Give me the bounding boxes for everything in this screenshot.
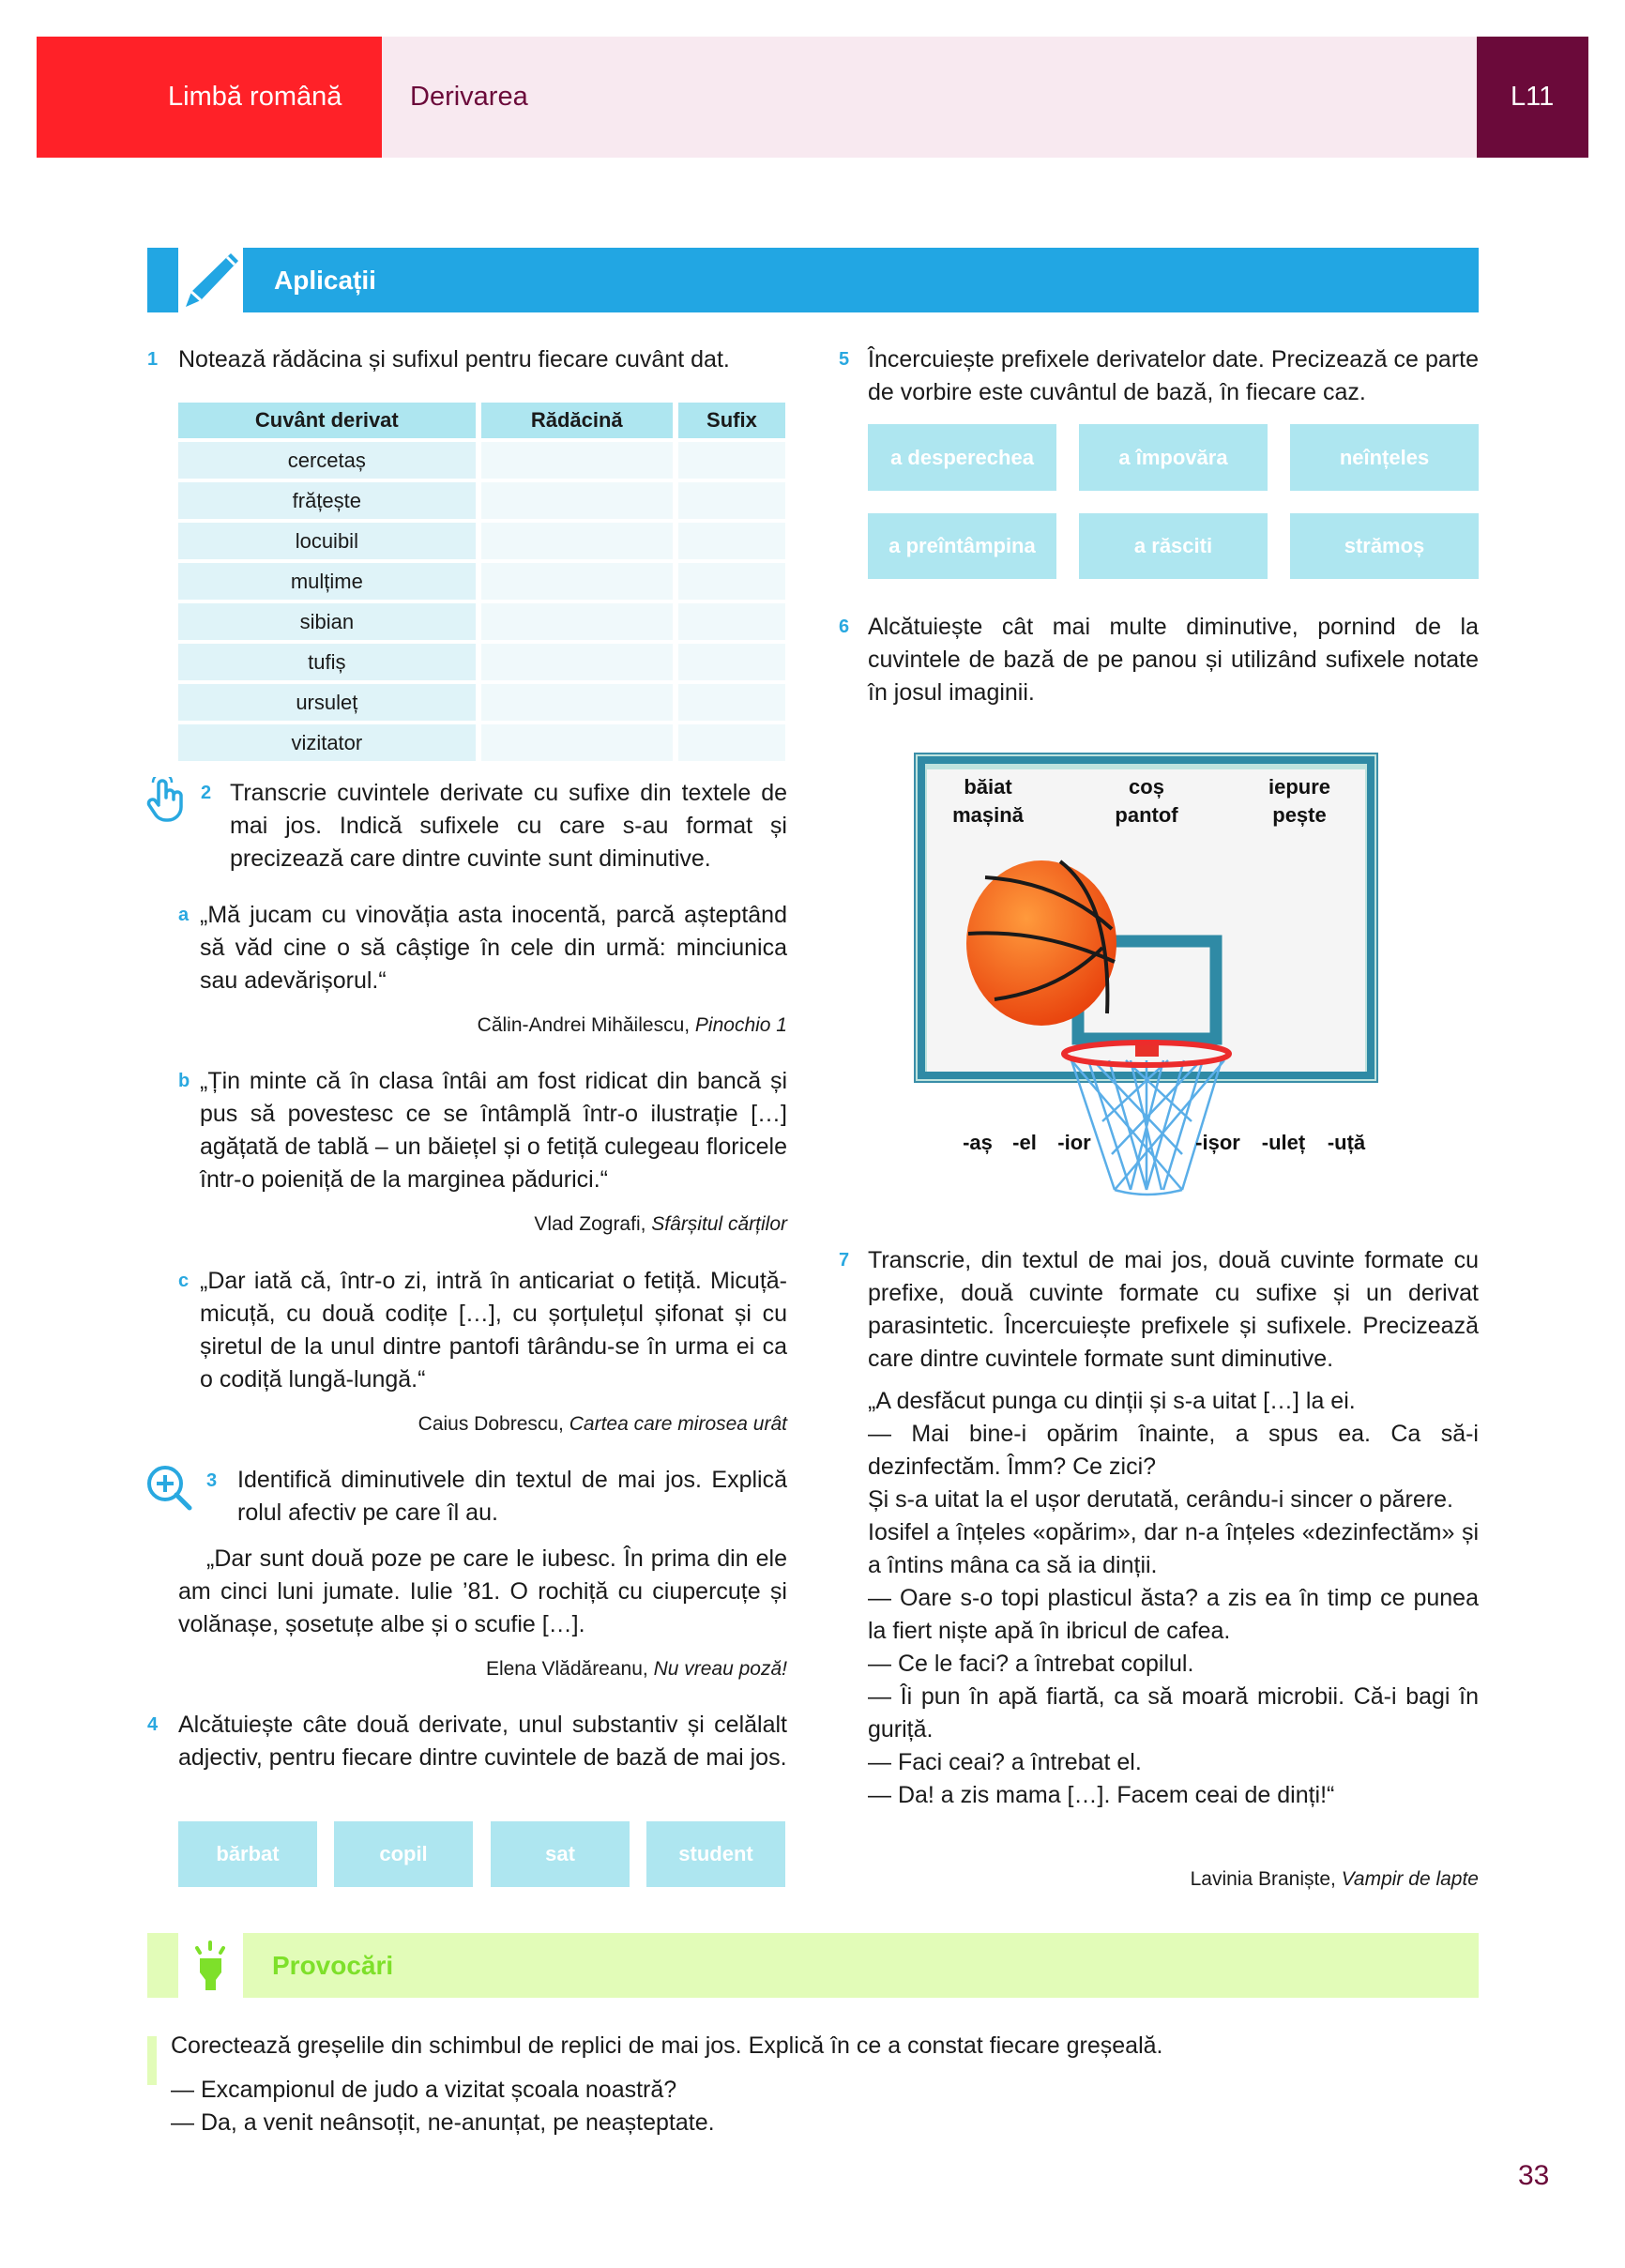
column-header: Cuvânt derivat bbox=[178, 403, 476, 438]
item-label: a bbox=[178, 905, 190, 925]
root-cell[interactable] bbox=[481, 724, 673, 761]
suffix-label: -aș bbox=[963, 1131, 993, 1154]
quote-7 bbox=[868, 1385, 1479, 1812]
quote-a: „Mă jucam cu vinovăția asta inocentă, parcă așteptând să văd cine o să câștige în cele din urmă: minciunica sau adevărișorul.“ bbox=[200, 902, 787, 994]
item-label: b bbox=[178, 1071, 190, 1091]
work-title: Cartea care mirosea urât bbox=[569, 1413, 787, 1435]
exercise-7-text: Transcrie, din textul de mai jos, două cuvinte formate cu prefixe, două cuvinte formate cu sufixe și un derivat parasintetic. Încercuiește prefixele și sufixele. Precizează care dintre cuvintele formate sunt diminutive. bbox=[868, 1247, 1479, 1372]
root-cell[interactable] bbox=[481, 442, 673, 479]
word-box: a preîntâmpina bbox=[868, 513, 1056, 579]
word-box: a împovăra bbox=[1079, 424, 1268, 491]
root-cell[interactable] bbox=[481, 563, 673, 600]
board-word: mașină bbox=[952, 803, 1024, 827]
derived-word: vizitator bbox=[178, 724, 476, 761]
work-title: Vampir de lapte bbox=[1341, 1868, 1479, 1890]
exercise-2-text: Transcrie cuvintele derivate cu sufixe din textele de mai jos. Indică sufixele cu care s-au format și precizează care dintre cuvinte sunt diminutive. bbox=[230, 780, 787, 872]
dialog-line: — Da, a venit neânsoțit, ne-anunțat, pe neașteptate. bbox=[171, 2109, 715, 2136]
suffix-label: -el bbox=[1012, 1131, 1037, 1154]
work-title: Pinochio 1 bbox=[694, 1014, 787, 1036]
author: Călin-Andrei Mihăilescu, bbox=[477, 1014, 695, 1036]
derivation-table bbox=[173, 399, 791, 765]
quote-paragraph: — Mai bine-i opărim înainte, a spus ea. Ca să-i dezinfectăm. Îmm? Ce zici? bbox=[868, 1421, 1479, 1480]
hand-pointer-icon bbox=[145, 777, 189, 829]
quote-c: „Dar iată că, într-o zi, intră în anticariat o fetiță. Micuță-micuță, cu două codițe […], cu șorțulețul șifonat și cu șiretul de la unul dintre pantofi târându-se în urma ei ca o codiță lungă-lungă.“ bbox=[200, 1268, 787, 1393]
exercise-4-text: Alcătuiește câte două derivate, unul substantiv și celălalt adjectiv, pentru fiecare dintre cuvintele de bază de mai jos. bbox=[178, 1712, 787, 1771]
challenge-text: Corectează greșelile din schimbul de replici de mai jos. Explică în ce a constat fiecare greșeală. bbox=[171, 2032, 1163, 2059]
table-row bbox=[178, 684, 785, 721]
derived-word: locuibil bbox=[178, 523, 476, 559]
word-box: bărbat bbox=[178, 1821, 317, 1887]
suffix-label: -uță bbox=[1327, 1131, 1366, 1154]
root-cell[interactable] bbox=[481, 523, 673, 559]
derived-word: cercetaș bbox=[178, 442, 476, 479]
word-box: neînțeles bbox=[1290, 424, 1479, 491]
exercise-1-text: Notează rădăcina și sufixul pentru fiecare cuvânt dat. bbox=[178, 346, 730, 373]
citation-7 bbox=[868, 1865, 1479, 1894]
derived-word: ursuleț bbox=[178, 684, 476, 721]
exercise-6-text: Alcătuiește cât mai multe diminutive, pornind de la cuvintele de bază de pe panou și utilizând sufixele notate în josul imaginii. bbox=[868, 614, 1479, 706]
exercise-number: 2 bbox=[201, 783, 212, 803]
zoom-in-icon bbox=[145, 1464, 194, 1517]
derived-word: frățește bbox=[178, 482, 476, 519]
author: Caius Dobrescu, bbox=[418, 1413, 570, 1435]
quote-paragraph: Iosifel a înțeles «opărim», dar n-a înțeles «dezinfectăm» și a întins mâna ca să ia dinții. bbox=[868, 1519, 1479, 1578]
section-title: Aplicații bbox=[274, 266, 376, 295]
quote-paragraph: — Ce le faci? a întrebat copilul. bbox=[868, 1651, 1194, 1677]
table-row bbox=[178, 603, 785, 640]
pencil-icon bbox=[178, 248, 243, 312]
derived-word: sibian bbox=[178, 603, 476, 640]
table-row bbox=[178, 482, 785, 519]
board-word: pantof bbox=[1115, 803, 1178, 827]
board-word: pește bbox=[1272, 803, 1327, 827]
table-row bbox=[178, 724, 785, 761]
subject-label: Limbă română bbox=[168, 82, 342, 112]
suffix-label: -uleț bbox=[1261, 1131, 1306, 1154]
topic-label: Derivarea bbox=[410, 82, 528, 112]
root-cell[interactable] bbox=[481, 603, 673, 640]
suffix-cell[interactable] bbox=[678, 603, 785, 640]
citation-b bbox=[200, 1210, 787, 1239]
citation-3 bbox=[178, 1655, 787, 1683]
suffix-cell[interactable] bbox=[678, 482, 785, 519]
item-label: c bbox=[178, 1271, 190, 1291]
section-header bbox=[147, 248, 1479, 312]
exercise-number: 3 bbox=[206, 1470, 218, 1491]
word-box: copil bbox=[334, 1821, 473, 1887]
quote-paragraph: — Da! a zis mama […]. Facem ceai de dinți!“ bbox=[868, 1782, 1335, 1808]
exercise-number: 7 bbox=[839, 1250, 850, 1271]
challenge-header bbox=[147, 1933, 1479, 1998]
column-header: Sufix bbox=[678, 403, 785, 438]
quote-paragraph: — Oare s-o topi plasticul ăsta? a zis ea în timp ce punea la fiert niște apă în ibricul de cafea. bbox=[868, 1585, 1479, 1644]
basketball-illustration bbox=[901, 741, 1389, 1210]
suffix-cell[interactable] bbox=[678, 563, 785, 600]
challenge-accent bbox=[147, 2036, 157, 2085]
work-title: Sfârșitul cărților bbox=[651, 1213, 787, 1235]
column-header: Rădăcină bbox=[481, 403, 673, 438]
board-word: băiat bbox=[964, 775, 1012, 799]
derived-word: tufiș bbox=[178, 644, 476, 680]
root-cell[interactable] bbox=[481, 644, 673, 680]
board-word: iepure bbox=[1268, 775, 1331, 799]
word-box: a desperechea bbox=[868, 424, 1056, 491]
exercise-number: 4 bbox=[147, 1714, 159, 1735]
lesson-label: L11 bbox=[1511, 82, 1555, 112]
table-row bbox=[178, 523, 785, 559]
exercise-5-text: Încercuiește prefixele derivatelor date. Precizează ce parte de vorbire este cuvântul de bază, în fiecare caz. bbox=[868, 346, 1479, 405]
suffix-cell[interactable] bbox=[678, 644, 785, 680]
word-box: strămoș bbox=[1290, 513, 1479, 579]
quote-paragraph: Și s-a uitat la el ușor derutată, cerându-i sincer o părere. bbox=[868, 1486, 1453, 1513]
citation-c bbox=[200, 1410, 787, 1438]
table-row bbox=[178, 644, 785, 680]
suffix-cell[interactable] bbox=[678, 684, 785, 721]
dialog-line: — Excampionul de judo a vizitat școala noastră? bbox=[171, 2077, 677, 2103]
exercise-number: 5 bbox=[839, 349, 850, 370]
quote-paragraph: „A desfăcut punga cu dinții și s-a uitat […] la ei. bbox=[868, 1388, 1356, 1414]
lightbulb-icon bbox=[178, 1933, 243, 1998]
page-number: 33 bbox=[1518, 2160, 1550, 2191]
derived-word: mulțime bbox=[178, 563, 476, 600]
table-row bbox=[178, 563, 785, 600]
author: Lavinia Braniște, bbox=[1190, 1868, 1342, 1890]
author: Elena Vlădăreanu, bbox=[485, 1658, 654, 1680]
exercise-number: 1 bbox=[147, 349, 159, 370]
quote-paragraph: — Îi pun în apă fiartă, ca să moară microbii. Că-i bagi în guriță. bbox=[868, 1683, 1479, 1743]
work-title: Nu vreau poză! bbox=[653, 1658, 787, 1680]
quote-paragraph: — Faci ceai? a întrebat el. bbox=[868, 1749, 1142, 1775]
root-cell[interactable] bbox=[481, 482, 673, 519]
table-row bbox=[178, 442, 785, 479]
suffix-cell[interactable] bbox=[678, 523, 785, 559]
board-word: coș bbox=[1129, 775, 1164, 799]
challenge-title: Provocări bbox=[272, 1951, 394, 1980]
root-cell[interactable] bbox=[481, 684, 673, 721]
exercise-number: 6 bbox=[839, 616, 850, 637]
suffix-label: -ior bbox=[1057, 1131, 1091, 1154]
suffix-label: -ișor bbox=[1195, 1131, 1240, 1154]
word-box: student bbox=[646, 1821, 785, 1887]
suffix-cell[interactable] bbox=[678, 724, 785, 761]
quote-3: „Dar sunt două poze pe care le iubesc. În prima din ele am cinci luni jumate. Iulie ’81. O rochiță cu ciupercuțe și volănașe, șosetuțe albe și o scufie […]. bbox=[178, 1545, 787, 1637]
basketball bbox=[966, 860, 1116, 1026]
quote-b: „Țin minte că în clasa întâi am fost ridicat din bancă și pus să povestesc ce se întâmplă într-o ilustrație […] agățată de tablă – un băiețel și o fetiță culegeau floricele într-o poieniță de la marginea pădurici.“ bbox=[200, 1068, 787, 1193]
exercise-3-text: Identifică diminutivele din textul de mai jos. Explică rolul afectiv pe care îl au. bbox=[237, 1467, 787, 1526]
word-box: a răsciti bbox=[1079, 513, 1268, 579]
suffix-cell[interactable] bbox=[678, 442, 785, 479]
citation-a bbox=[200, 1012, 787, 1040]
author: Vlad Zografi, bbox=[534, 1213, 652, 1235]
word-box: sat bbox=[491, 1821, 630, 1887]
topic-band bbox=[382, 37, 1477, 158]
